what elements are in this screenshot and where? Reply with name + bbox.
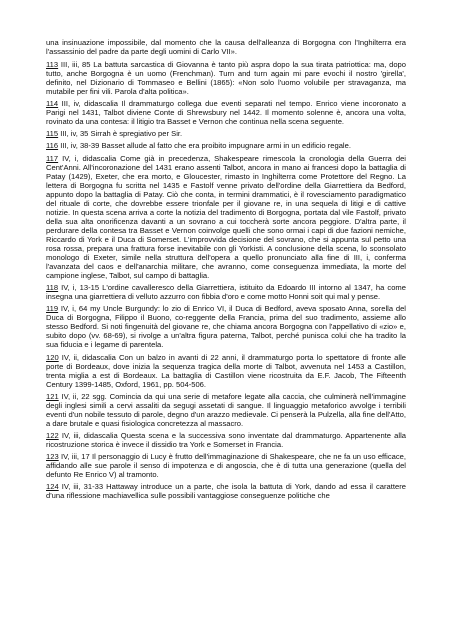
- footnote-text: didascalia Con un balzo in avanti di 22 anni, il drammaturgo porta lo spettatore di fronte alle porte di Bordeaux, dove inizia la sequenza tragica della morte di Talbot, avvenuta nel 1453 a Castillon, trenta miglia a est di Bordeaux. La battaglia di Castillon viene ricostruita da E.F. Jacob, The Fifteenth Century 1399-1485, Oxford, 1961, pp. 504-506.: [46, 352, 406, 389]
- footnote-item: [46, 431, 406, 449]
- footnote-number-link[interactable]: 113: [46, 60, 59, 70]
- footnote-location: IV, ii,: [61, 391, 79, 401]
- footnote-item: [46, 141, 406, 150]
- footnote-text: 22 sgg. Comincia da qui una serie di metafore legate alla caccia, che culminerà nell'immagine degli inglesi simili a cervi assaliti da segugi assetati di sangue. Il linguaggio metaforico avvolge i terribili eventi d'un nobile tessuto di parole, degno d'un arazzo medievale. Ci penserà la Pulzella, alla fine dell'Atto, a dare brutale e quasi fisiologica concretezza al massacro.: [46, 391, 406, 428]
- footnote-item: [46, 283, 406, 301]
- footnote-location: IV, i,: [62, 153, 79, 163]
- footnote-text: 31-33 Hattaway introduce un a parte, che isola la battuta di York, dando ad essa il carattere d'una riflessione machiavellica sulle possibili vantaggiose conseguenze politiche che: [46, 482, 406, 501]
- footnote-number-link[interactable]: 119: [46, 304, 59, 314]
- footnote-text: didascalia Il drammaturgo collega due eventi separati nel tempo. Enrico viene incoronato a Parigi nel 1431, Talbot diviene Conte di Shrewsbury nel 1442. Il momento solenne è, ancora una volta, rovinato da una contesa: il litigio tra Basset e Vernon che continua nella scena seguente.: [46, 99, 406, 127]
- footnote-item: [46, 60, 406, 96]
- footnote-number-link[interactable]: 117: [46, 153, 59, 163]
- footnote-item: [46, 154, 406, 281]
- footnote-text: 17 Il personaggio di Lucy è frutto dell'immaginazione di Shakespeare, che ne fa un uso efficace, affidando alle sue parole il senso di impotenza e di angoscia, che è di tutta una generazione (quella del defunto Re Enrico V) al tramonto.: [46, 451, 406, 480]
- footnote-location: III, iv,: [61, 99, 81, 109]
- footnote-number-link[interactable]: 124: [46, 482, 59, 492]
- footnote-text: didascalia Questa scena e la successiva sono inventate dal drammaturgo. Appartenente alla ricostruzione storica è invece il dissidio tra York e Somerset in Francia.: [46, 430, 406, 449]
- intro-paragraph: una insinuazione impossibile, dal momento che la causa dell'alleanza di Borgogna con l'Inghilterra era l'assassinio del padre da parte degli uomini di Carlo VII».: [46, 38, 406, 57]
- footnote-number-link[interactable]: 122: [46, 430, 59, 440]
- footnote-text: didascalia Come già in precedenza, Shakespeare rimescola la cronologia della Guerra dei Cent'Anni. All'incoronazione del 1431 erano assenti Talbot, ancora in mano ai francesi dopo la battaglia di Patay (1429), Exeter, che era morto, e Gloucester, rimasto in Inghilterra come Protettore del Regno. La lettera di Borgogna fu scritta nel 1435 e Fastolf venne privato dell'ordine della Giarrettiera da Bedford, appunto dopo la battaglia di Patay. Ciò che conta, in termini drammatici, è il rovesciamento paradigmatico del rituale di corte, che dovrebbe essere trionfale per il giovane re, in una sequela di litigi e di cattive notizie. In questa scena arriva a corte la notizia del tradimento di Borgogna, portata dal vile Fastolf, privato della sua alta onorificenza davanti a un sovrano a cui toccherà sorte ancora peggiore. D'altra parte, il perdurare della contesa tra Basset e Vernon coinvolge quelli che sono ormai i capi di due fazioni nemiche, Riccardo di York e il Duca di Somerset. L'improvvida decisione del sovrano, che si appunta sul petto una rosa rossa, prepara una frattura forse inevitabile con gli Yorkisti. A conclusione della scena, lo sconsolato monologo di Exeter, simile nella struttura dell'opera a quello pronunciato alla fine di III, i, conferma l'avanzata del caos e dell'anarchia militare, che avranno, come conseguenza immediata, la morte del campione inglese, Talbot, sul campo di battaglia.: [46, 153, 406, 281]
- footnote-number-link[interactable]: 120: [46, 352, 59, 362]
- footnote-location: IV, i,: [61, 283, 77, 293]
- footnote-item: [46, 452, 406, 479]
- footnote-location: IV, iii,: [61, 482, 81, 492]
- footnote-item: [46, 392, 406, 428]
- footnote-location: III, iv,: [60, 129, 78, 139]
- footnote-number-link[interactable]: 121: [46, 391, 59, 401]
- footnote-item: [46, 129, 406, 138]
- footnote-location: III, iii, 85: [60, 60, 91, 70]
- footnote-item: [46, 353, 406, 389]
- footnote-number-link[interactable]: 114: [46, 99, 59, 109]
- footnote-location: IV, ii,: [61, 352, 79, 362]
- footnote-number-link[interactable]: 123: [46, 451, 59, 461]
- footnote-text: 35 Sirrah è spregiativo per Sir.: [79, 129, 183, 139]
- footnote-text: 13-15 L'ordine cavalleresco della Giarrettiera, istituito da Edoardo III intorno al 1347, ha come insegna una giarrettiera di velluto azzurro con fibbia d'oro e come motto Honni soit qui mal y pense.: [46, 283, 406, 302]
- footnote-text: 64 my Uncle Burgundy: lo zio di Enrico VI, il Duca di Bedford, aveva sposato Anna, sorella del Duca di Borgogna, Filippo il Buono, co-reggente della Francia, prima del suo tradimento, assieme allo stesso Bedford. Si noti fingenuità del giovane re, che chiama ancora Borgogna con l'appellativo di «zio» e, subito dopo (vv. 68-69), si rivolge a un'altra figura paterna, Talbot, perché punisca colui che ha tradito la sua fiducia e i legame di parentela.: [46, 304, 406, 350]
- footnote-text: La battuta sarcastica di Giovanna è tanto più aspra dopo la sua tirata patriottica: ma, dopo tutto, anche Borgogna è un uomo (Frenchman). Turn and turn again mi pare evochi il nostro 'girella', definito, nel Dizionario di Tommaseo e Bellini (1865): «Non solo l'uomo volubile per stravaganza, ma mutabile per fini vili. Parola d'alta politica».: [46, 60, 406, 97]
- footnote-number-link[interactable]: 116: [46, 141, 59, 151]
- footnote-text: 38-39 Basset allude al fatto che era proibito impugnare armi in un edificio regale.: [79, 141, 351, 151]
- footnote-location: IV, i,: [60, 304, 77, 314]
- footnote-item: [46, 482, 406, 500]
- footnote-location: IV, iii,: [60, 451, 79, 461]
- footnote-item: [46, 304, 406, 349]
- footnotes-list: [46, 60, 406, 500]
- footnote-location: IV, iii,: [61, 430, 81, 440]
- footnote-number-link[interactable]: 115: [46, 129, 59, 139]
- footnote-number-link[interactable]: 118: [46, 283, 59, 293]
- footnote-item: [46, 99, 406, 126]
- footnote-location: III, iv,: [60, 141, 78, 151]
